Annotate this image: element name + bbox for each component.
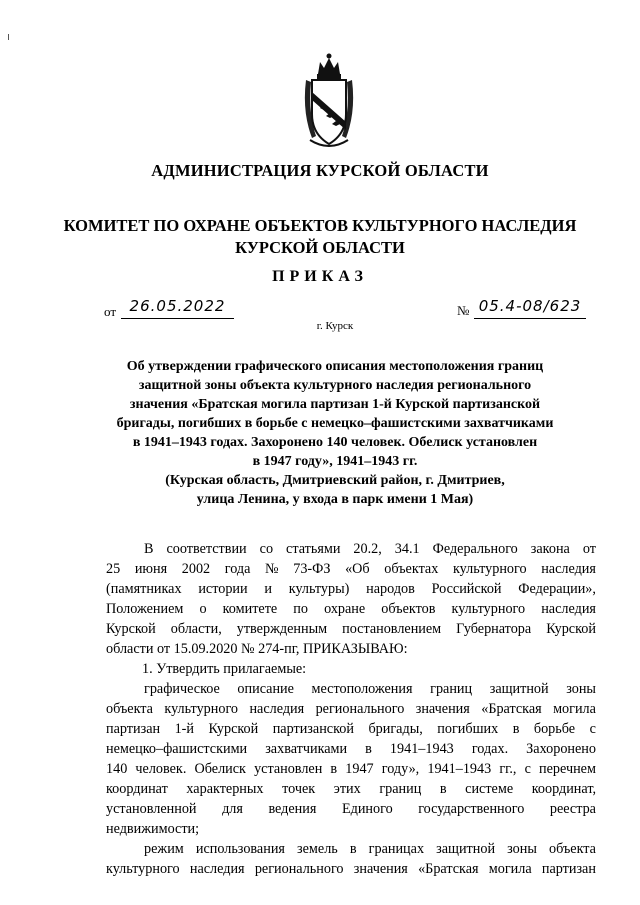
word: значения — [353, 861, 408, 877]
word: от — [582, 541, 596, 557]
body-line — [106, 559, 596, 579]
word: характерных — [186, 781, 264, 797]
word: в — [512, 721, 520, 737]
body-line: недвижимости; — [106, 821, 200, 837]
word: 2002 — [181, 561, 211, 577]
word: Курской — [546, 621, 596, 637]
word: утвержденным — [236, 621, 328, 637]
word: 1-й — [174, 721, 194, 737]
word: защитной — [489, 681, 549, 697]
word: Курской — [106, 621, 156, 637]
word: координат, — [531, 781, 596, 797]
word: соответствии — [166, 541, 247, 557]
date-underline — [121, 318, 234, 319]
body-line — [106, 739, 596, 759]
word: объекта — [548, 841, 596, 857]
word: статьями — [286, 541, 341, 557]
scan-mark — [8, 34, 9, 40]
word: году», — [381, 761, 420, 777]
word: Захоронено — [526, 741, 596, 757]
word: зоны — [507, 841, 537, 857]
word: Губернатора — [456, 621, 532, 637]
word: объектов — [381, 601, 436, 617]
subject-line: в 1941–1943 годах. Захоронено 140 человек. Обелиск установлен — [132, 435, 538, 450]
word: наследия — [541, 601, 596, 617]
word: значения — [415, 701, 470, 717]
body-line: 1. Утвердить прилагаемые: — [142, 661, 307, 677]
word: культурного — [451, 601, 526, 617]
body-line — [106, 679, 596, 699]
committee-line: КОМИТЕТ ПО ОХРАНЕ ОБЪЕКТОВ КУЛЬТУРНОГО НАСЛЕДИЯ — [63, 216, 577, 235]
city: г. Курск — [316, 320, 354, 332]
committee-line: КУРСКОЙ ОБЛАСТИ — [235, 238, 405, 257]
word: культурного — [452, 561, 527, 577]
word: немецко–фашистскими — [106, 741, 248, 757]
word: по — [293, 601, 308, 617]
kursk-coat-of-arms-icon — [298, 52, 360, 152]
word: гг., — [499, 761, 517, 777]
word: Курской — [208, 721, 259, 737]
body-line — [106, 539, 596, 559]
word: «Об — [345, 561, 370, 577]
word: в — [349, 841, 357, 857]
number-label: № — [457, 303, 470, 318]
word: Обелиск — [194, 761, 246, 777]
word: закона — [530, 541, 570, 557]
subject-line: улица Ленина, у входа в парк имени 1 Мая) — [196, 492, 474, 507]
word: использования — [195, 841, 285, 857]
word: «Братская — [418, 861, 479, 877]
word: местоположения — [311, 681, 413, 697]
word: в — [439, 781, 447, 797]
word: (памятниках — [106, 581, 182, 597]
word: Российской — [431, 581, 502, 597]
body-line — [106, 759, 596, 779]
body-line — [106, 779, 596, 799]
word: 34.1 — [394, 541, 420, 557]
word: регионального — [254, 861, 344, 877]
body-line — [106, 699, 596, 719]
word: года — [224, 561, 251, 577]
word: охране — [324, 601, 366, 617]
word: объектах — [384, 561, 439, 577]
word: о — [199, 601, 207, 617]
word: бригады, — [368, 721, 423, 737]
word: для — [222, 801, 243, 817]
word: системе — [465, 781, 514, 797]
word: постановлением — [342, 621, 442, 637]
word: № — [265, 561, 279, 577]
subject-line: в 1947 году», 1941–1943 гг. — [252, 454, 418, 469]
subject-line: бригады, погибших в борьбе с немецко–фашистскими захватчиками — [116, 416, 554, 431]
word: границах — [368, 841, 425, 857]
subject-line: (Курская область, Дмитриевский район, г. Дмитриев, — [165, 473, 505, 488]
body-line — [106, 719, 596, 739]
word: установленной — [106, 801, 197, 817]
word: режим — [144, 841, 184, 857]
word: реестра — [549, 801, 596, 817]
word: наследия — [249, 701, 305, 717]
word: описание — [237, 681, 294, 697]
order-subject — [100, 357, 570, 509]
word: защитной — [436, 841, 496, 857]
subject-line: Об утверждении графического описания местоположения границ — [126, 359, 544, 374]
word: культурного — [164, 701, 239, 717]
word: Федерального — [432, 541, 518, 557]
word: 73-ФЗ — [293, 561, 331, 577]
word: захватчиками — [265, 741, 348, 757]
word: 1941–1943 — [389, 741, 454, 757]
word: Единого — [341, 801, 393, 817]
word: в — [330, 761, 338, 777]
word: перечнем — [539, 761, 596, 777]
word: 1947 — [345, 761, 374, 777]
word: наследия — [541, 561, 596, 577]
body-line — [106, 579, 596, 599]
word: 140 — [106, 761, 128, 777]
body-line — [106, 619, 596, 639]
word: культурного — [106, 861, 180, 877]
word: истории — [198, 581, 248, 597]
word: точек — [282, 781, 316, 797]
word: графическое — [144, 681, 220, 697]
body-line — [106, 859, 596, 879]
subject-line: защитной зоны объекта культурного наследия регионального — [138, 378, 532, 393]
date-label: от — [104, 304, 117, 319]
word: регионального — [315, 701, 405, 717]
word: погибших — [437, 721, 499, 737]
word: границ — [430, 681, 473, 697]
word: в — [365, 741, 372, 757]
word: со — [259, 541, 274, 557]
word: 1941–1943 — [427, 761, 492, 777]
word: человек. — [135, 761, 187, 777]
word: партизан — [106, 721, 161, 737]
date-value: 26.05.2022 — [129, 297, 226, 315]
word: партизан — [541, 861, 596, 877]
document-type: ПРИКАЗ — [272, 268, 368, 285]
word: зоны — [566, 681, 596, 697]
word: установлен — [254, 761, 323, 777]
word: границ — [379, 781, 422, 797]
word: с — [524, 761, 531, 777]
word: В — [144, 541, 154, 557]
word: и — [264, 581, 272, 597]
word: культуры) — [288, 581, 350, 597]
organization-name: АДМИНИСТРАЦИЯ КУРСКОЙ ОБЛАСТИ — [151, 161, 489, 180]
word: Положением — [106, 601, 184, 617]
body-line: области от 15.09.2020 № 274-пг, ПРИКАЗЫВАЮ: — [106, 641, 408, 657]
body-line — [106, 839, 596, 859]
word: ведения — [268, 801, 317, 817]
word: годах. — [471, 741, 509, 757]
word: партизанской — [272, 721, 354, 737]
word: борьбе — [533, 721, 576, 737]
word: могила — [488, 861, 532, 877]
word: государственного — [418, 801, 525, 817]
word: комитете — [222, 601, 278, 617]
word: объекта — [106, 701, 153, 717]
word: наследия — [189, 861, 245, 877]
word: с — [589, 721, 596, 737]
word: 25 — [106, 561, 121, 577]
word: 20.2, — [353, 541, 382, 557]
document-number: 05.4-08/623 — [478, 297, 582, 315]
number-underline — [474, 318, 586, 319]
word: координат — [106, 781, 168, 797]
subject-line: значения «Братская могила партизан 1-й Курской партизанской — [129, 397, 541, 412]
body-line — [106, 599, 596, 619]
committee-name — [0, 215, 640, 259]
word: «Братская — [481, 701, 542, 717]
body-line — [106, 799, 596, 819]
word: могила — [553, 701, 596, 717]
word: Федерации», — [518, 581, 596, 597]
word: народов — [366, 581, 415, 597]
word: области, — [170, 621, 222, 637]
order-body — [106, 539, 596, 879]
word: июня — [134, 561, 168, 577]
word: этих — [333, 781, 361, 797]
word: земель — [297, 841, 338, 857]
